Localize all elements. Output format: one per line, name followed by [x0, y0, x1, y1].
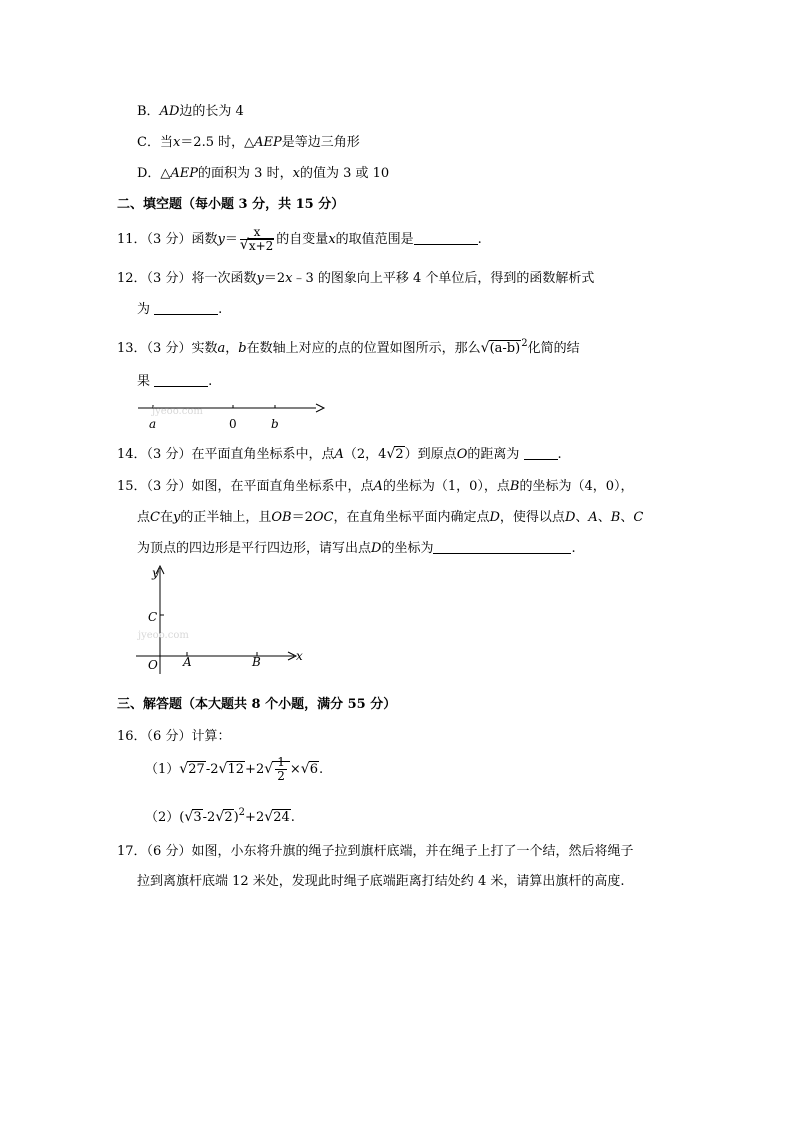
- question-11: 11．（3 分）函数y＝ x √ x+2 的自变量x的取值范围是 .: [117, 225, 482, 253]
- question-17-line1: 17．（6 分）如图，小东将升旗的绳子拉到旗杆底端，并在绳子上打了一个结，然后将绳子: [117, 844, 634, 859]
- answer-blank[interactable]: [433, 540, 571, 554]
- label-b: b: [271, 417, 279, 431]
- label-a: a: [149, 417, 157, 431]
- label-y: y: [152, 566, 159, 580]
- arrow-icon: [316, 404, 324, 412]
- option-c: C．当x＝2.5 时，△AEP是等边三角形: [137, 135, 360, 150]
- number-line-figure: [136, 396, 328, 436]
- label-a: A: [183, 655, 192, 669]
- question-13-line2: 果 .: [137, 374, 213, 389]
- question-16-part1: （1） √ 27-2 √ 12+2 √ $\frac{1}{2}$ × √ 6.: [145, 755, 324, 783]
- answer-blank[interactable]: [414, 231, 478, 245]
- answer-blank[interactable]: [154, 301, 218, 315]
- watermark: jyeoo.com: [138, 630, 189, 641]
- question-14: 14．（3 分）在平面直角坐标系中，点A（2，4 √ 2）到原点O的距离为 .: [117, 446, 562, 462]
- label-zero: 0: [229, 417, 237, 431]
- option-b: B．AD边的长为 4: [137, 104, 244, 119]
- question-12-line1: 12．（3 分）将一次函数y＝2x﹣3 的图象向上平移 4 个单位后，得到的函数解析式: [117, 271, 595, 286]
- question-16-title: 16．（6 分）计算：: [117, 729, 231, 744]
- question-16-part2: （2）( √ 3-2 √ 2)$^2$+2 √ 24.: [145, 807, 295, 825]
- coordinate-figure: [136, 562, 306, 674]
- question-12-line2: 为 .: [137, 302, 223, 317]
- section-heading: 三、解答题（本大题共 8 个小题，满分 55 分）: [117, 697, 397, 712]
- question-15-line2: 点C在y的正半轴上，且OB＝2OC，在直角坐标平面内确定点D，使得以点D、A、B、C: [137, 510, 644, 525]
- label-o: O: [148, 658, 158, 672]
- label-b: B: [252, 655, 261, 669]
- question-17-line2: 拉到离旗杆底端 12 米处，发现此时绳子底端距离打结处约 4 米，请算出旗杆的高度.: [137, 874, 625, 889]
- option-d: D．△AEP的面积为 3 时，x的值为 3 或 10: [137, 166, 390, 181]
- label-c: C: [148, 610, 158, 624]
- fraction: x √ x+2: [239, 225, 274, 253]
- answer-blank[interactable]: [154, 373, 208, 387]
- question-15-line1: 15．（3 分）如图，在平面直角坐标系中，点A的坐标为（1，0），点B的坐标为（4，0），: [117, 479, 634, 494]
- label-x: x: [296, 649, 303, 663]
- section-heading: 二、填空题（每小题 3 分，共 15 分）: [117, 197, 345, 212]
- question-13-line1: 13．（3 分）实数a，b在数轴上对应的点的位置如图所示，那么 √ $(a-b)^2$化简的结: [117, 338, 580, 356]
- question-15-line3: 为顶点的四边形是平行四边形，请写出点D的坐标为 .: [137, 541, 576, 556]
- watermark: jyeoo.com: [152, 406, 203, 417]
- answer-blank[interactable]: [524, 446, 558, 460]
